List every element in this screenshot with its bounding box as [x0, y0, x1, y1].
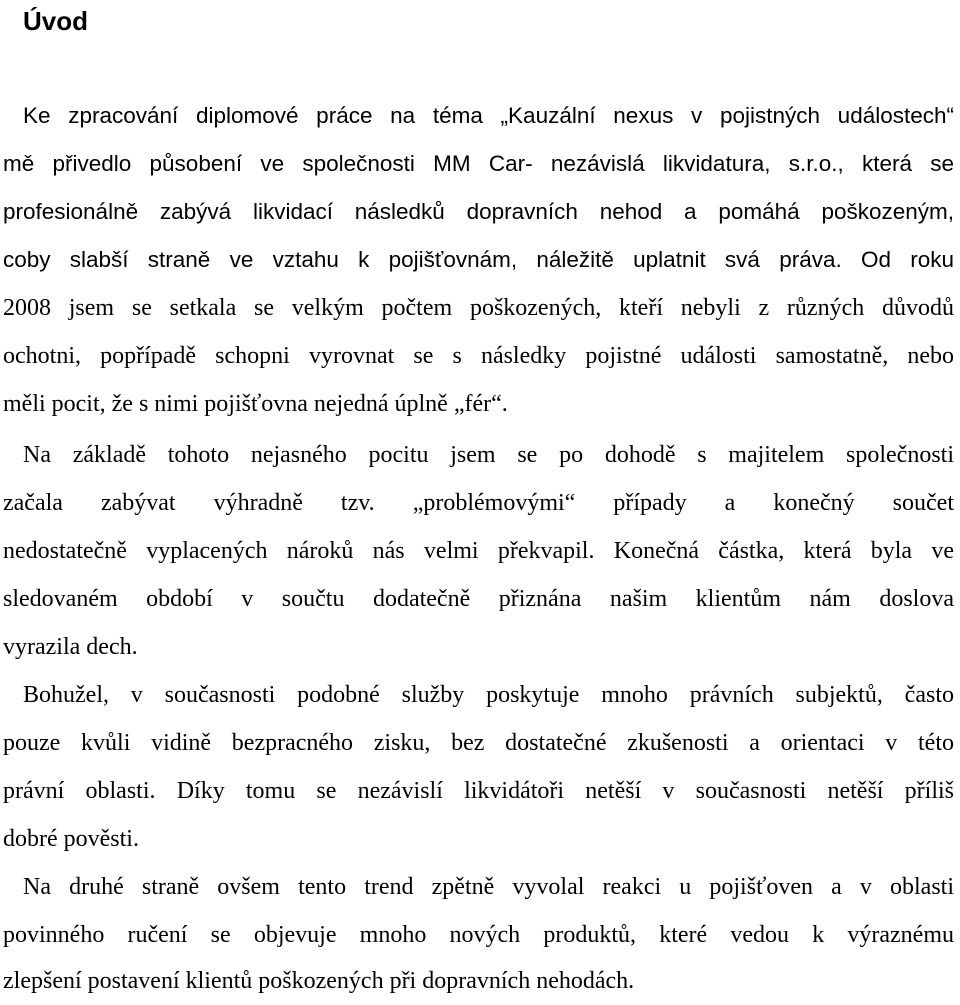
text-line: měli pocit, že s nimi pojišťovna nejedná úplně „fér“. [3, 391, 508, 417]
text-line: pouze kvůli vidině bezpracného zisku, bez dostatečné zkušenosti a orientaci v této [3, 730, 954, 756]
text-line: nedostatečně vyplacených nároků nás velmi překvapil. Konečná částka, která byla ve [3, 538, 954, 564]
text-line: právní oblasti. Díky tomu se nezávislí likvidátoři netěší v současnosti netěší příliš [3, 778, 954, 804]
text-line: povinného ručení se objevuje mnoho nových produktů, které vedou k výraznému [3, 922, 954, 948]
text-line: ochotni, popřípadě schopni vyrovnat se s následky pojistné události samostatně, nebo [3, 343, 954, 369]
text-line: profesionálně zabývá likvidací následků dopravních nehod a pomáhá poškozeným, [3, 199, 954, 224]
text-line: mě přivedlo působení ve společnosti MM Car- nezávislá likvidatura, s.r.o., která se [3, 151, 954, 176]
text-line: Bohužel, v současnosti podobné služby poskytuje mnoho právních subjektů, často [23, 682, 954, 708]
text-line: začala zabývat výhradně tzv. „problémovými“ případy a konečný součet [3, 490, 954, 516]
text-line: vyrazila dech. [3, 634, 138, 660]
text-line: sledovaném období v součtu dodatečně přiznána našim klientům nám doslova [3, 586, 954, 612]
text-line: 2008 jsem se setkala se velkým počtem poškozených, kteří nebyli z různých důvodů [3, 295, 954, 321]
text-line: coby slabší straně ve vztahu k pojišťovnám, náležitě uplatnit svá práva. Od roku [3, 247, 954, 272]
text-line: zlepšení postavení klientů poškozených při dopravních nehodách. [3, 968, 635, 994]
text-line: Na základě tohoto nejasného pocitu jsem se po dohodě s majitelem společnosti [23, 442, 954, 468]
text-line: Ke zpracování diplomové práce na téma „Kauzální nexus v pojistných událostech“ [23, 103, 954, 128]
text-line: Na druhé straně ovšem tento trend zpětně vyvolal reakci u pojišťoven a v oblasti [23, 874, 954, 900]
text-line: dobré pověsti. [3, 826, 139, 852]
page-heading: Úvod [23, 6, 88, 36]
